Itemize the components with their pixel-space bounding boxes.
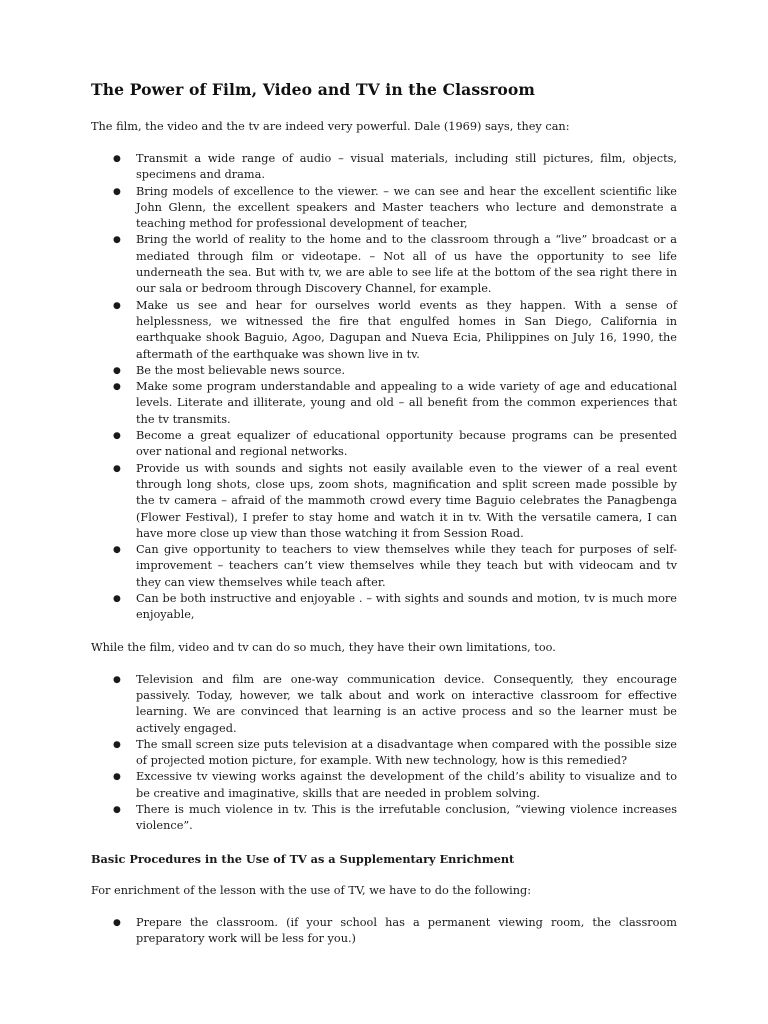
intro-paragraph: The film, the video and the tv are indeed very powerful. Dale (1969) says, they can:: [91, 120, 570, 133]
bullet-icon: ●: [113, 804, 121, 815]
limitations-intro: While the film, video and tv can do so much, they have their own limitations, too.: [91, 640, 556, 654]
list-item: ● There is much violence in tv. This is the irrefutable conclusion, “viewing violence increases violence”.: [113, 802, 677, 833]
bullet-icon: ●: [113, 463, 121, 474]
list-item: ● Can give opportunity to teachers to view themselves while they teach for purposes of self-improvement – teachers can’t view themselves while they teach but with videocam and tv they can view themselves while teach after.: [113, 543, 677, 589]
document-title: The Power of Film, Video and TV in the Classroom: [91, 80, 536, 99]
list-item: ● Bring the world of reality to the home and to the classroom through a “live” broadcast or a mediated through film or videotape. – Not all of us have the opportunity to see life underneath the sea. But with tv, we are able to see life at the bottom of the sea right there in our sala or bedroom through Discovery Channel, for example.: [113, 233, 677, 296]
limitations-list: [91, 672, 677, 835]
list-item: ● Prepare the classroom. (if your school has a permanent viewing room, the classroom preparatory work will be less for you.): [113, 915, 677, 945]
procedures-heading: Basic Procedures in the Use of TV as a Supplementary Enrichment: [91, 851, 515, 866]
bullet-icon: ●: [113, 739, 121, 750]
document-content: [91, 80, 677, 963]
list-item: ● Make some program understandable and appealing to a wide variety of age and educational levels. Literate and illiterate, young and old – all benefit from the common experiences that the tv transmits.: [113, 380, 677, 426]
list-item: ● Make us see and hear for ourselves world events as they happen. With a sense of helplessness, we witnessed the fire that engulfed homes in San Diego, California in earthquake shook Baguio, Agoo, Dagupan and Nueva Ecia, Philippines on July 16, 1990, the aftermath of the earthquake was shown live in tv.: [113, 298, 677, 361]
list-item: ● Bring models of excellence to the viewer. – we can see and hear the excellent scientific like John Glenn, the excellent speakers and Master teachers who lecture and demonstrate a teaching method for professional development of teacher,: [113, 184, 677, 231]
bullet-icon: ●: [113, 382, 121, 393]
bullet-icon: ●: [113, 365, 121, 376]
bullet-icon: ●: [113, 772, 121, 783]
bullet-icon: ●: [113, 186, 121, 197]
bullet-icon: ●: [113, 300, 121, 311]
list-item: ● Transmit a wide range of audio – visual materials, including still pictures, film, objects, specimens and drama.: [113, 152, 677, 182]
can-list: [91, 151, 677, 624]
bullet-icon: ●: [113, 154, 121, 164]
procedures-intro: For enrichment of the lesson with the use of TV, we have to do the following:: [91, 883, 532, 897]
list-item: ● Excessive tv viewing works against the development of the child’s ability to visualize and to be creative and imaginative, skills that are needed in problem solving.: [113, 770, 677, 800]
bullet-icon: ●: [113, 594, 121, 605]
bullet-icon: ●: [113, 674, 121, 685]
bullet-icon: ●: [113, 235, 121, 246]
list-item: ● The small screen size puts television at a disadvantage when compared with the possible size of projected motion picture, for example. With new technology, how is this remedied?: [113, 737, 677, 768]
procedures-list: [91, 915, 677, 948]
list-item: ● Television and film are one-way communication device. Consequently, they encourage passively. Today, however, we talk about and work on interactive classroom for effective learning. We are convinced that learning is an active process and so the learner must be actively engaged.: [113, 672, 677, 735]
list-item: ● Can be both instructive and enjoyable . – with sights and sounds and motion, tv is much more enjoyable,: [113, 592, 677, 622]
list-item: ● Become a great equalizer of educational opportunity because programs can be presented over national and regional networks.: [113, 429, 677, 459]
bullet-icon: ●: [113, 545, 121, 556]
bullet-icon: ●: [113, 917, 121, 928]
list-item: ● Provide us with sounds and sights not easily available even to the viewer of a real event through long shots, close ups, zoom shots, magnification and split screen made possible by the tv camera – afraid of the mammoth crowd every time Baguio celebrates the Panagbenga (Flower Festival), I prefer to stay home and watch it in tv. With the versatile camera, I can have more close up view than those watching it from Session Road.: [113, 461, 677, 540]
list-item: ● Be the most believable news source.: [91, 363, 677, 379]
bullet-icon: ●: [113, 431, 121, 442]
